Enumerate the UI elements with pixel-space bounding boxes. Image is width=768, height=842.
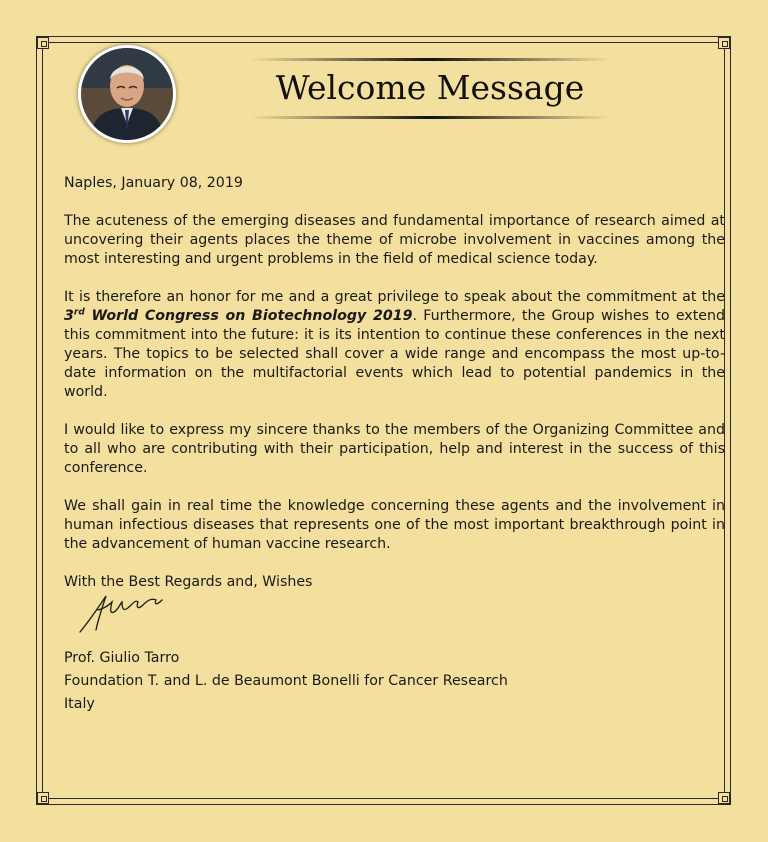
paragraph-4: We shall gain in real time the knowledge concerning these agents and the involvement in human infectious diseases that represents one of the most important breakthrough point in the advancement of human vaccine research. <box>64 498 725 552</box>
signatory-name: Prof. Giulio Tarro <box>64 650 180 666</box>
handwritten-signature <box>76 590 176 636</box>
paragraph-2-rest: . Furthermore, the Group wishes to extend this commitment into the future: it is its intention to continue these conferences in the next years. The topics to be selected shall cover a wide range and encompass the most up-to-date information on the multifactorial events which lead to potential pandemics in the world. <box>64 308 725 400</box>
corner-ornament-bottom-right <box>718 792 730 804</box>
letter-body <box>64 174 725 592</box>
event-title: World Congress on Biotechnology 2019 <box>84 308 413 324</box>
author-portrait <box>78 45 176 143</box>
signatory-block <box>64 647 508 716</box>
page-title: Welcome Message <box>275 68 585 107</box>
letter-date: Naples, January 08, 2019 <box>64 175 243 191</box>
signatory-country: Italy <box>64 696 95 712</box>
title-rule-top <box>250 58 610 62</box>
corner-ornament-bottom-left <box>37 792 49 804</box>
title-rule-bottom <box>250 116 610 120</box>
signatory-organization: Foundation T. and L. de Beaumont Bonelli for Cancer Research <box>64 673 508 689</box>
corner-ornament-top-right <box>718 37 730 49</box>
paragraph-1: The acuteness of the emerging diseases and fundamental importance of research aimed at uncovering their agents places the theme of microbe involvement in vaccines among the most interesting and urgent problems in the field of medical science today. <box>64 213 725 267</box>
paragraph-2-intro: It is therefore an honor for me and a great privilege to speak about the commitment at the <box>64 289 725 305</box>
corner-ornament-top-left <box>37 37 49 49</box>
closing-line: With the Best Regards and, Wishes <box>64 574 313 590</box>
paragraph-2 <box>64 288 725 402</box>
paragraph-3: I would like to express my sincere thanks to the members of the Organizing Committee and to all who are contributing with their participation, help and interest in the success of this conference. <box>64 422 725 476</box>
event-ordinal: 3 <box>64 308 74 324</box>
event-ordinal-suffix: rd <box>73 307 85 318</box>
event-name <box>64 308 412 324</box>
